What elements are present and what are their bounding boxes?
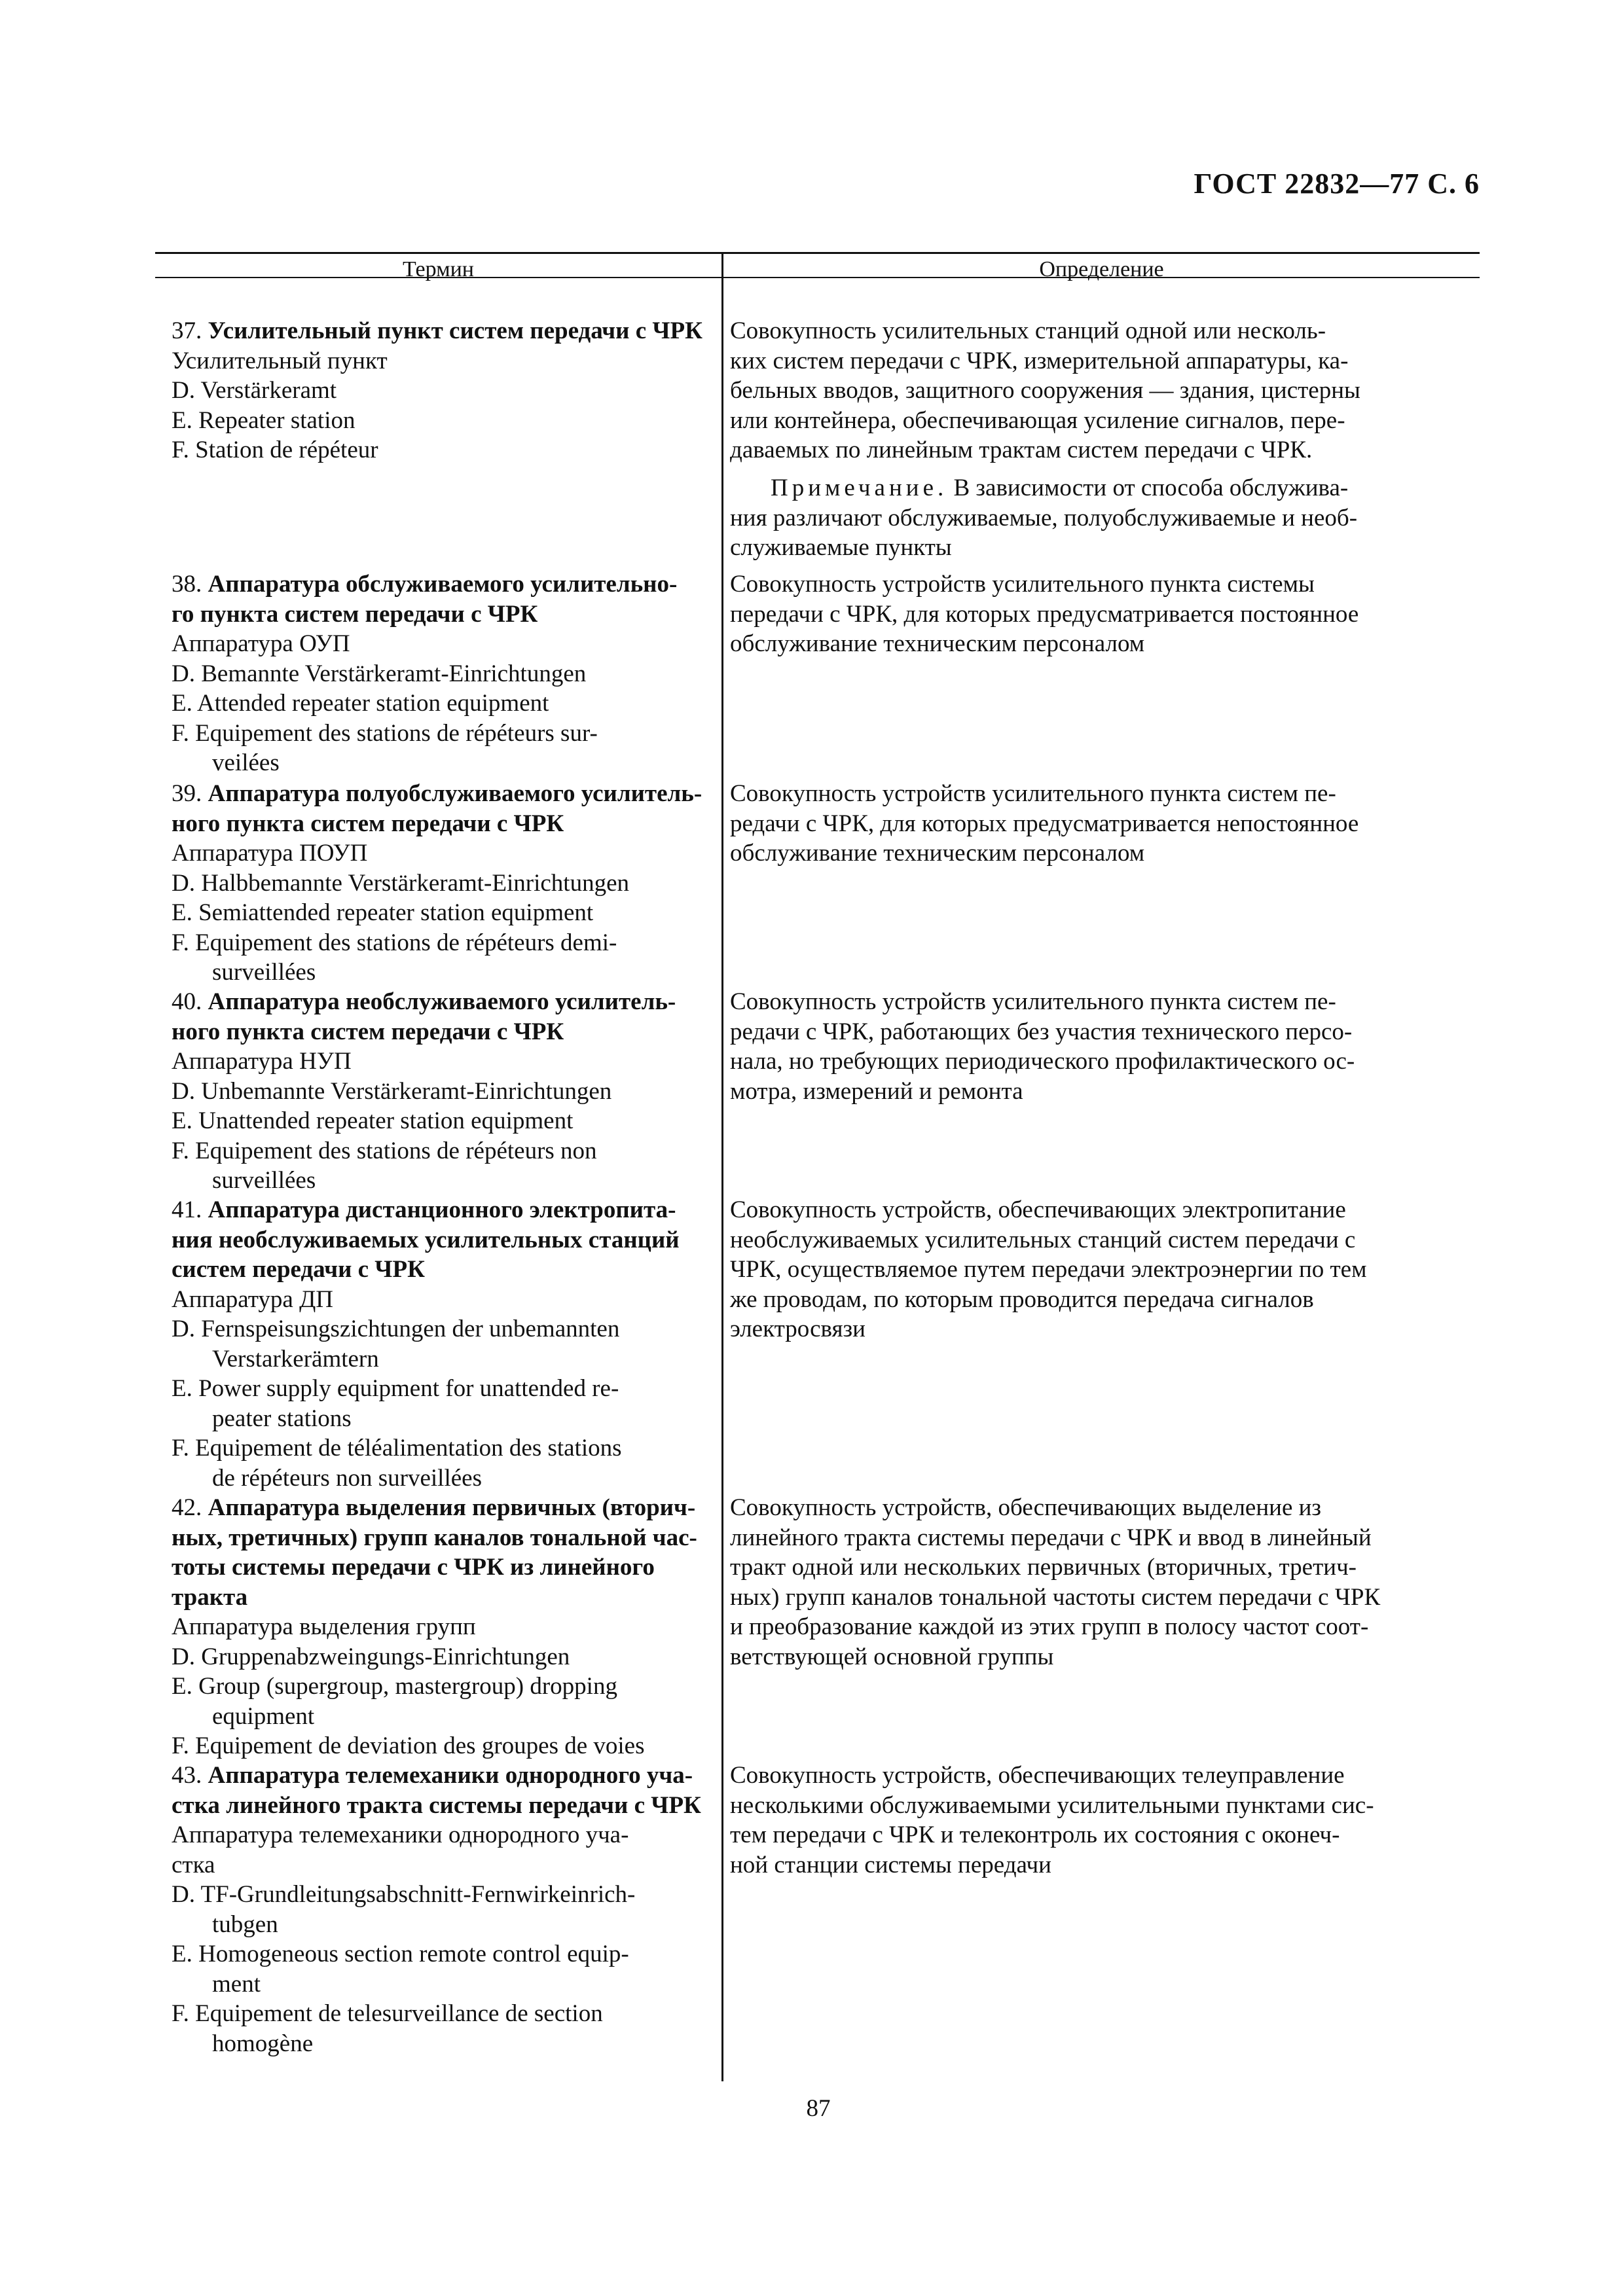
term-title: Аппаратура выделения первичных (вторич- <box>208 1494 696 1521</box>
term-entry-38: 38. Аппаратура обслуживаемого усилительно- го пункта систем передачи с ЧРК Аппаратура ОУП D. Bemannte Verstärkeramt-Einrichtungen E. Attended repeater station equipment F. Equipement des stations de répéteurs sur- veilées <box>172 569 712 778</box>
term-title: тракта <box>172 1583 248 1611</box>
term-title: систем передачи с ЧРК <box>172 1256 425 1283</box>
definition-line: Совокупность устройств усилительного пункта систем пе- <box>730 988 1336 1015</box>
term-title: ного пункта систем передачи с ЧРК <box>172 810 564 837</box>
term-line: F. Equipement de deviation des groupes de voies <box>172 1732 645 1759</box>
term-line: tubgen <box>212 1910 278 1938</box>
note-37: Примечание. В зависимости от способа обслужива- ния различают обслуживаемые, полуобслуживаемые и необ- служиваемые пункты <box>730 473 1480 563</box>
definition-line: Совокупность усилительных станций одной или несколь- <box>730 317 1326 344</box>
term-line: D. Halbbemannte Verstärkeramt-Einrichtungen <box>172 869 629 897</box>
term-line: D. TF-Grundleitungsabschnitt-Fernwirkeinrich- <box>172 1881 636 1908</box>
term-line: homogène <box>212 2030 314 2057</box>
term-line: F. Equipement des stations de répéteurs non <box>172 1137 597 1164</box>
term-title: Аппаратура дистанционного электропита- <box>208 1196 676 1223</box>
definition-line: Совокупность устройств, обеспечивающих выделение из <box>730 1494 1322 1521</box>
term-title: Усилительный пункт систем передачи с ЧРК <box>208 317 702 344</box>
definition-line: обслуживание техническим персоналом <box>730 630 1145 657</box>
term-line: Аппаратура ПОУП <box>172 840 368 867</box>
term-entry-39: 39. Аппаратура полуобслуживаемого усилитель- ного пункта систем передачи с ЧРК Аппаратура ПОУП D. Halbbemannte Verstärkeramt-Einrichtungen E. Semiattended repeater station equipment F. Equipement des stations de répéteurs demi- surveillées <box>172 779 712 988</box>
definition-41 <box>730 1195 1480 1344</box>
definition-line: ных) групп каналов тональной частоты систем передачи с ЧРК <box>730 1583 1381 1611</box>
term-title: ного пункта систем передачи с ЧРК <box>172 1018 564 1045</box>
note-line: ния различают обслуживаемые, полуобслуживаемые и необ- <box>730 504 1358 531</box>
term-title: ных, третичных) групп каналов тональной час- <box>172 1524 697 1551</box>
definition-42 <box>730 1493 1480 1672</box>
definition-line: электросвязи <box>730 1316 866 1342</box>
definition-line: необслуживаемых усилительных станций систем передачи с <box>730 1226 1356 1253</box>
term-line: surveillées <box>212 959 316 986</box>
term-line: F. Equipement des stations de répéteurs demi- <box>172 929 617 956</box>
definition-line: ЧРК, осуществляемое путем передачи электроэнергии по тем <box>730 1256 1367 1283</box>
term-line: D. Unbemannte Verstärkeramt-Einrichtungen <box>172 1077 612 1105</box>
term-title: ния необслуживаемых усилительных станций <box>172 1226 680 1253</box>
term-line: Аппаратура ОУП <box>172 630 350 657</box>
column-header-term: Термин <box>403 257 474 281</box>
term-entry-41: 41. Аппаратура дистанционного электропита- ния необслуживаемых усилительных станций систем передачи с ЧРК Аппаратура ДП D. Fernspeisungszichtungen der unbemannten Verstarkerämtern E. Power supply equipment for unattended re- peater stations F. Equipement de téléalimentation des stations de répéteurs non surveillées <box>172 1195 712 1493</box>
definition-38 <box>730 569 1480 659</box>
term-line: Аппаратура ДП <box>172 1285 334 1313</box>
definition-line: Совокупность устройств усилительного пункта систем пе- <box>730 780 1336 807</box>
definition-line: обслуживание техническим персоналом <box>730 840 1145 867</box>
definition-line: или контейнера, обеспечивающая усиление сигналов, пере- <box>730 406 1345 434</box>
definition-line: Совокупность устройств усилительного пункта системы <box>730 571 1315 598</box>
term-title: го пункта систем передачи с ЧРК <box>172 600 538 628</box>
term-title: тоты системы передачи с ЧРК из линейного <box>172 1554 655 1581</box>
note-label: Примечание. <box>771 475 948 501</box>
definition-37 <box>730 316 1480 465</box>
term-line: equipment <box>212 1702 315 1730</box>
definition-line: тракт одной или нескольких первичных (вторичных, третич- <box>730 1554 1357 1581</box>
definition-line: тем передачи с ЧРК и телеконтроль их состояния с оконеч- <box>730 1821 1340 1848</box>
term-line: стка <box>172 1851 215 1878</box>
column-header-definition: Определение <box>1039 257 1164 281</box>
term-line: F. Equipement de téléalimentation des stations <box>172 1435 622 1462</box>
definition-line: Совокупность устройств, обеспечивающих телеуправление <box>730 1762 1345 1789</box>
definition-line: же проводам, по которым проводится передача сигналов <box>730 1285 1314 1313</box>
term-line: E. Homogeneous section remote control equip- <box>172 1941 629 1967</box>
column-divider <box>721 252 723 2081</box>
term-line: peater stations <box>212 1405 352 1432</box>
definition-line: передачи с ЧРК, для которых предусматривается постоянное <box>730 600 1359 628</box>
definition-line: ветствующей основной группы <box>730 1643 1054 1670</box>
term-line: E. Group (supergroup, mastergroup) dropping <box>172 1673 617 1700</box>
term-entry-40: 40. Аппаратура необслуживаемого усилитель- ного пункта систем передачи с ЧРК Аппаратура НУП D. Unbemannte Verstärkeramt-Einrichtungen E. Unattended repeater station equipment F. Equipement des stations de répéteurs non surveillées <box>172 987 712 1196</box>
definition-line: Совокупность устройств, обеспечивающих электропитание <box>730 1196 1346 1223</box>
term-title: стка линейного тракта системы передачи с ЧРК <box>172 1791 701 1819</box>
page-header: ГОСТ 22832—77 С. 6 <box>1194 168 1480 200</box>
term-line: F. Equipement des stations de répéteurs sur- <box>172 719 598 747</box>
term-line: Аппаратура выделения групп <box>172 1613 476 1640</box>
definition-line: ной станции системы передачи <box>730 1851 1051 1878</box>
term-line: surveillées <box>212 1167 316 1194</box>
term-line: Усилительный пункт <box>172 347 388 374</box>
term-line: ment <box>212 1970 261 1998</box>
note-line: служиваемые пункты <box>730 534 952 561</box>
term-line: de répéteurs non surveillées <box>212 1464 482 1492</box>
term-line: D. Bemannte Verstärkeramt-Einrichtungen <box>172 660 587 687</box>
definition-line: несколькими обслуживаемыми усилительными пунктами сис- <box>730 1791 1374 1819</box>
term-line: Verstarkerämtern <box>212 1345 379 1372</box>
term-line: F. Station de répéteur <box>172 437 378 463</box>
definition-line: редачи с ЧРК, для которых предусматривается непостоянное <box>730 810 1359 837</box>
definition-line: линейного тракта системы передачи с ЧРК и ввод в линейный <box>730 1524 1372 1551</box>
term-line: E. Attended repeater station equipment <box>172 690 549 717</box>
term-line: veilées <box>212 749 280 776</box>
definition-line: ких систем передачи с ЧРК, измерительной аппаратуры, ка- <box>730 347 1349 374</box>
definition-line: даваемых по линейным трактам систем передачи с ЧРК. <box>730 437 1313 463</box>
term-line: D. Verstärkeramt <box>172 377 337 404</box>
term-line: E. Unattended repeater station equipment <box>172 1107 574 1134</box>
term-line: F. Equipement de telesurveillance de section <box>172 2000 603 2027</box>
definition-line: редачи с ЧРК, работающих без участия технического персо- <box>730 1018 1353 1045</box>
definition-40 <box>730 987 1480 1106</box>
term-line: E. Power supply equipment for unattended re- <box>172 1375 619 1402</box>
term-line: E. Repeater station <box>172 406 356 434</box>
term-line: Аппаратура телемеханики однородного уча- <box>172 1821 629 1848</box>
definition-39 <box>730 779 1480 869</box>
term-entry-42: 42. Аппаратура выделения первичных (вторич- ных, третичных) групп каналов тональной час- тоты системы передачи с ЧРК из линейного тракта Аппаратура выделения групп D. Gruppenabzweingungs-Einrichtungen E. Group (supergroup, mastergroup) dropping equipment F. Equipement de deviation des groupes de voies <box>172 1493 712 1761</box>
definition-line: мотра, измерений и ремонта <box>730 1077 1023 1105</box>
term-title: Аппаратура телемеханики однородного уча- <box>208 1762 693 1789</box>
table-top-rule <box>155 252 1480 254</box>
page-number: 87 <box>806 2095 831 2122</box>
term-line: D. Fernspeisungszichtungen der unbemannten <box>172 1316 620 1342</box>
definition-line: и преобразование каждой из этих групп в полосу частот соот- <box>730 1613 1369 1640</box>
term-title: Аппаратура обслуживаемого усилительно- <box>208 571 678 598</box>
term-entry-43: 43. Аппаратура телемеханики однородного уча- стка линейного тракта системы передачи с ЧРК Аппаратура телемеханики однородного уча- стка D. TF-Grundleitungsabschnitt-Fernwirkeinrich- tubgen E. Homogeneous section remote control equip- ment F. Equipement de telesurveillance de section homogène <box>172 1761 712 2058</box>
term-line: E. Semiattended repeater station equipment <box>172 899 594 926</box>
term-title: Аппаратура необслуживаемого усилитель- <box>208 988 676 1015</box>
definition-line: нала, но требующих периодического профилактического ос- <box>730 1048 1355 1075</box>
term-line: Аппаратура НУП <box>172 1048 352 1075</box>
term-title: Аппаратура полуобслуживаемого усилитель- <box>208 780 702 807</box>
definition-43 <box>730 1761 1480 1880</box>
term-line: D. Gruppenabzweingungs-Einrichtungen <box>172 1643 570 1670</box>
term-entry-37: 37. Усилительный пункт систем передачи с ЧРК Усилительный пункт D. Verstärkeramt E. Repeater station F. Station de répéteur <box>172 316 712 465</box>
definition-line: бельных вводов, защитного сооружения — здания, цистерны <box>730 377 1360 404</box>
